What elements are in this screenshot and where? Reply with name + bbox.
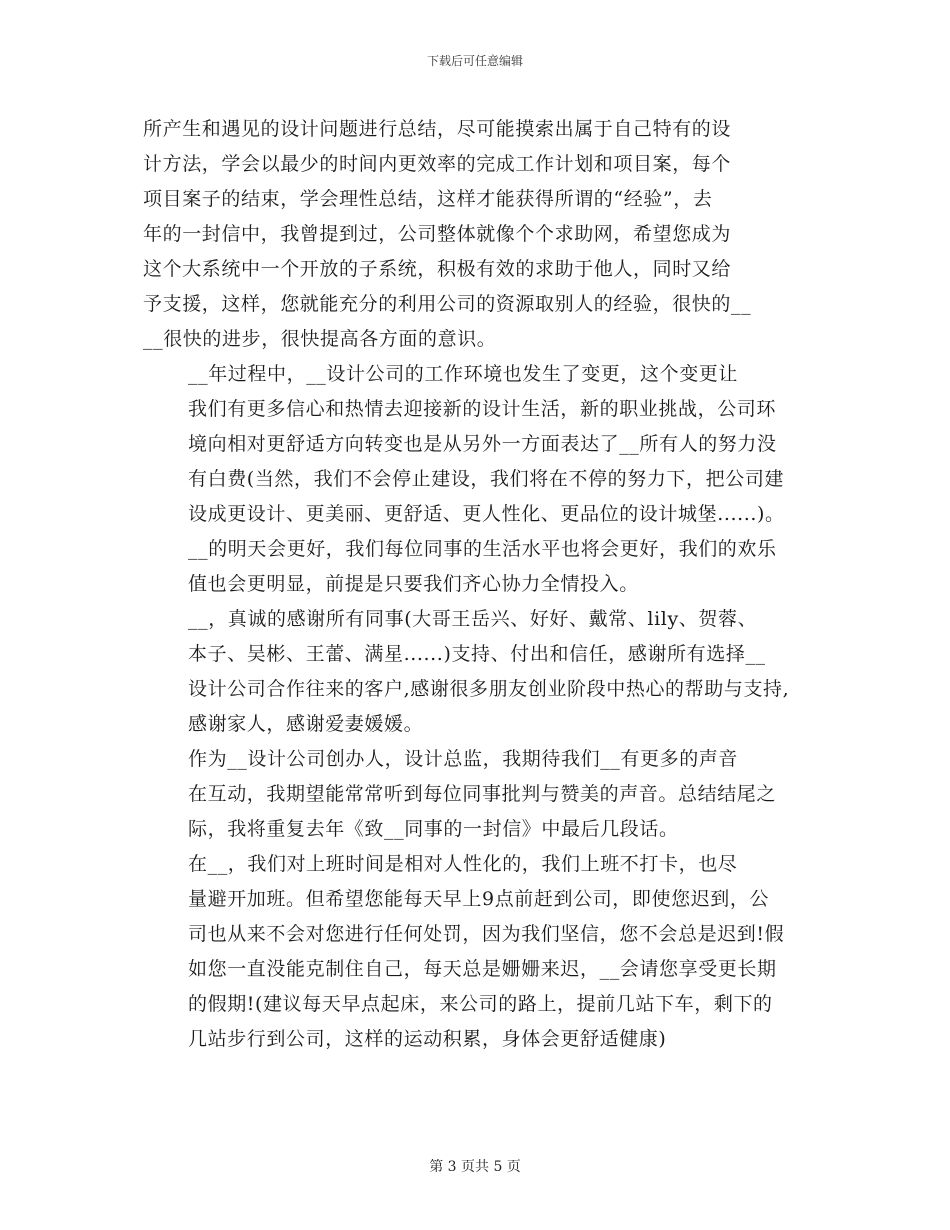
paragraph	[143, 742, 823, 847]
text-line: 项目案子的结束，学会理性总结，这样才能获得所谓的“经验”，去	[143, 188, 713, 210]
paragraph	[143, 112, 823, 357]
text-line: 计方法，学会以最少的时间内更效率的完成工作计划和项目案，每个	[143, 153, 732, 175]
text-line: 设成更设计、更美丽、更舒适、更人性化、更品位的设计城堡......)。	[188, 503, 785, 525]
text-line: 设计公司合作往来的客户,感谢很多朋友创业阶段中热心的帮助与支持,	[188, 678, 790, 700]
text-line: 我们有更多信心和热情去迎接新的设计生活，新的职业挑战，公司环	[188, 398, 777, 420]
text-line: 的假期!(建议每天早点起床，来公司的路上，提前几站下车，剩下的	[188, 993, 773, 1015]
text-line: __，真诚的感谢所有同事(大哥王岳兴、好好、戴常、lily、贺蓉、	[188, 608, 758, 630]
text-line: 年的一封信中，我曾提到过，公司整体就像个个求助网，希望您成为	[143, 223, 732, 245]
text-line: 这个大系统中一个开放的子系统，积极有效的求助于他人，同时又给	[143, 258, 732, 280]
text-line: 有白费(当然，我们不会停止建设，我们将在不停的努力下，把公司建	[188, 468, 785, 490]
paragraph	[143, 847, 823, 1057]
text-line: 几站步行到公司，这样的运动积累，身体会更舒适健康)	[188, 1028, 667, 1050]
page-header: 下载后可任意编辑	[426, 54, 523, 68]
text-line: 在互动，我期望能常常听到每位同事批判与赞美的声音。总结结尾之	[188, 783, 777, 805]
text-line: 在__，我们对上班时间是相对人性化的，我们上班不打卡，也尽	[188, 853, 738, 875]
document-body	[143, 112, 823, 1057]
text-line: 司也从来不会对您进行任何处罚，因为我们坚信，您不会总是迟到!假	[188, 923, 785, 945]
text-line: 感谢家人，感谢爱妻媛媛。	[188, 713, 424, 735]
paragraph	[143, 357, 823, 602]
text-line: 作为__设计公司创办人，设计总监，我期待我们__有更多的声音	[188, 748, 739, 770]
text-line: 际，我将重复去年《致__同事的一封信》中最后几段话。	[188, 818, 679, 840]
page-footer: 第 3 页共 5 页	[429, 1159, 521, 1175]
text-line: __年过程中，__设计公司的工作环境也发生了变更，这个变更让	[188, 363, 739, 385]
text-line: __很快的进步，很快提高各方面的意识。	[143, 328, 497, 350]
text-line: 本子、吴彬、王蕾、满星......)支持、付出和信任，感谢所有选择__	[188, 643, 766, 665]
text-line: 量避开加班。但希望您能每天早上9点前赶到公司，即使您迟到，公	[188, 888, 770, 910]
text-line: 境向相对更舒适方向转变也是从另外一方面表达了__所有人的努力没	[188, 433, 777, 455]
text-line: 如您一直没能克制住自己，每天总是姗姗来迟，__会请您享受更长期	[188, 958, 777, 980]
paragraph	[143, 602, 823, 742]
text-line: 予支援，这样，您就能充分的利用公司的资源取别人的经验，很快的__	[143, 293, 752, 315]
text-line: 所产生和遇见的设计问题进行总结，尽可能摸索出属于自己特有的设	[143, 118, 732, 140]
text-line: 值也会更明显，前提是只要我们齐心协力全情投入。	[188, 573, 639, 595]
text-line: __的明天会更好，我们每位同事的生活水平也将会更好，我们的欢乐	[188, 538, 777, 560]
